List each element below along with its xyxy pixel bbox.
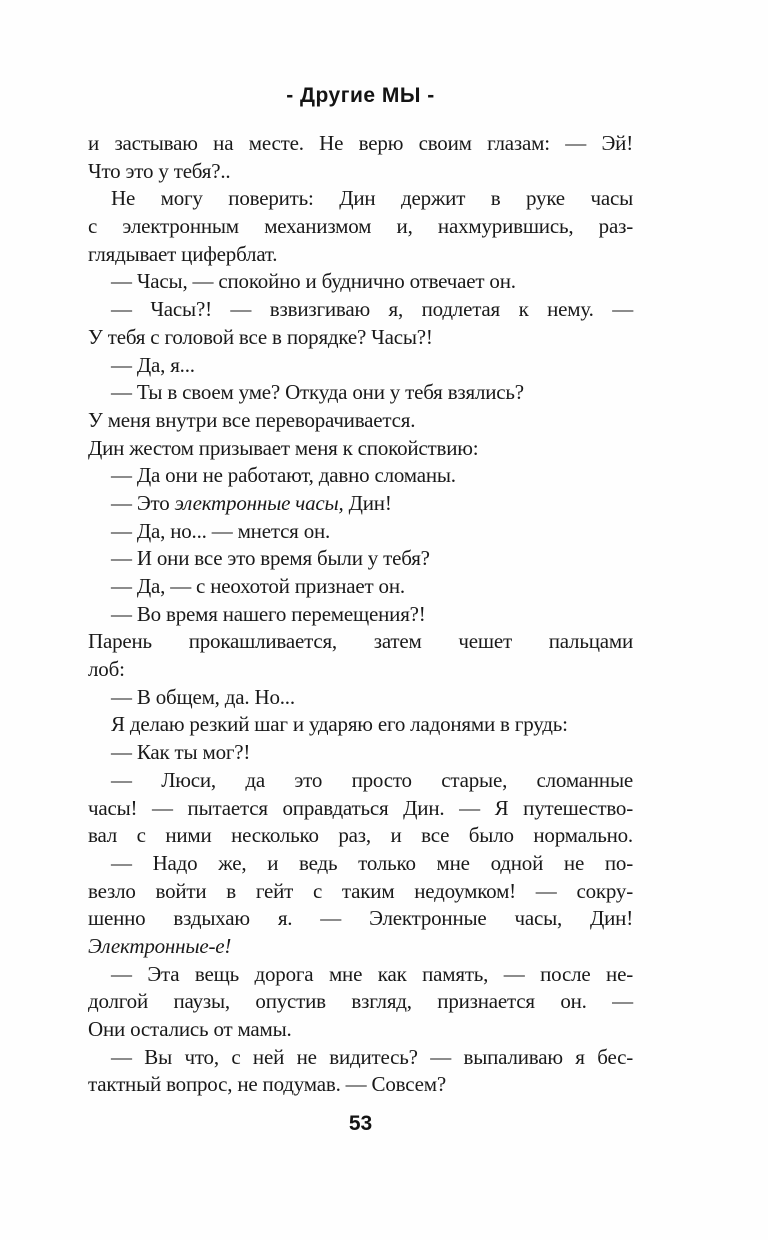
text-line: вал с ними несколько раз, и все было нормально. — [88, 823, 633, 848]
text-line: — Часы?! — взвизгиваю я, подлетая к нему. — — [111, 297, 633, 322]
text-line: У меня внутри все переворачивается. — [88, 407, 416, 432]
text-line: тактный вопрос, не подумав. — Совсем? — [88, 1072, 446, 1097]
text-line: и застываю на месте. Не верю своим глазам: — Эй! — [88, 131, 633, 155]
text-line — [88, 933, 633, 961]
text-line: глядывает циферблат. — [88, 241, 278, 266]
text-line: — Во время нашего перемещения?! — [111, 601, 426, 626]
text-line: везло войти в гейт с таким недоумком! — сокру- — [88, 878, 633, 903]
page-number: 53 — [348, 1112, 373, 1135]
text-line — [88, 490, 633, 518]
text-line: — Часы, — спокойно и буднично отвечает он. — [111, 269, 516, 294]
italic-text: электронные часы, — [174, 490, 344, 515]
text-line: Что это у тебя?.. — [88, 158, 231, 183]
text-line: лоб: — [88, 657, 125, 682]
running-header: - Другие МЫ - — [286, 84, 435, 107]
text-line: долгой паузы, опустив взгляд, признается он. — — [88, 989, 633, 1014]
text-line: с электронным механизмом и, нахмурившись, раз- — [88, 214, 633, 239]
text-line: — Эта вещь дорога мне как память, — после не- — [111, 961, 633, 986]
text-line: — Да, я... — [111, 352, 195, 377]
italic-text: Электронные-е! — [88, 933, 232, 958]
text-line: — Да, но... — мнется он. — [111, 518, 331, 543]
text-line: Они остались от мамы. — [88, 1017, 292, 1041]
text-line: — Вы что, с ней не видитесь? — выпаливаю я бес- — [111, 1044, 633, 1069]
text-line: — Люси, да это просто старые, сломанные — [111, 767, 633, 792]
text-line: Я делаю резкий шаг и ударяю его ладонями в грудь: — [111, 712, 568, 737]
text-line: — Да они не работают, давно сломаны. — [111, 463, 456, 488]
text-line: шенно вздыхаю я. — Электронные часы, Дин! — [88, 906, 633, 931]
text-line: — Ты в своем уме? Откуда они у тебя взялись? — [111, 380, 524, 405]
text-line: — Как ты мог?! — [111, 740, 251, 765]
text-line: — В общем, да. Но... — [111, 684, 295, 709]
text-line: Не могу поверить: Дин держит в руке часы — [111, 186, 633, 211]
text-block — [88, 130, 633, 1099]
plain-text: Дин! — [343, 490, 392, 515]
text-line: часы! — пытается оправдаться Дин. — Я путешество- — [88, 795, 633, 820]
text-line: Парень прокашливается, затем чешет пальцами — [88, 629, 633, 654]
text-line: — И они все это время были у тебя? — [111, 546, 430, 571]
text-line: У тебя с головой все в порядке? Часы?! — [88, 324, 433, 349]
text-line: — Надо же, и ведь только мне одной не по- — [111, 850, 633, 875]
text-line: — Да, — с неохотой признает он. — [111, 574, 405, 598]
plain-text: — Это — [111, 490, 175, 515]
text-line: Дин жестом призывает меня к спокойствию: — [88, 435, 479, 460]
